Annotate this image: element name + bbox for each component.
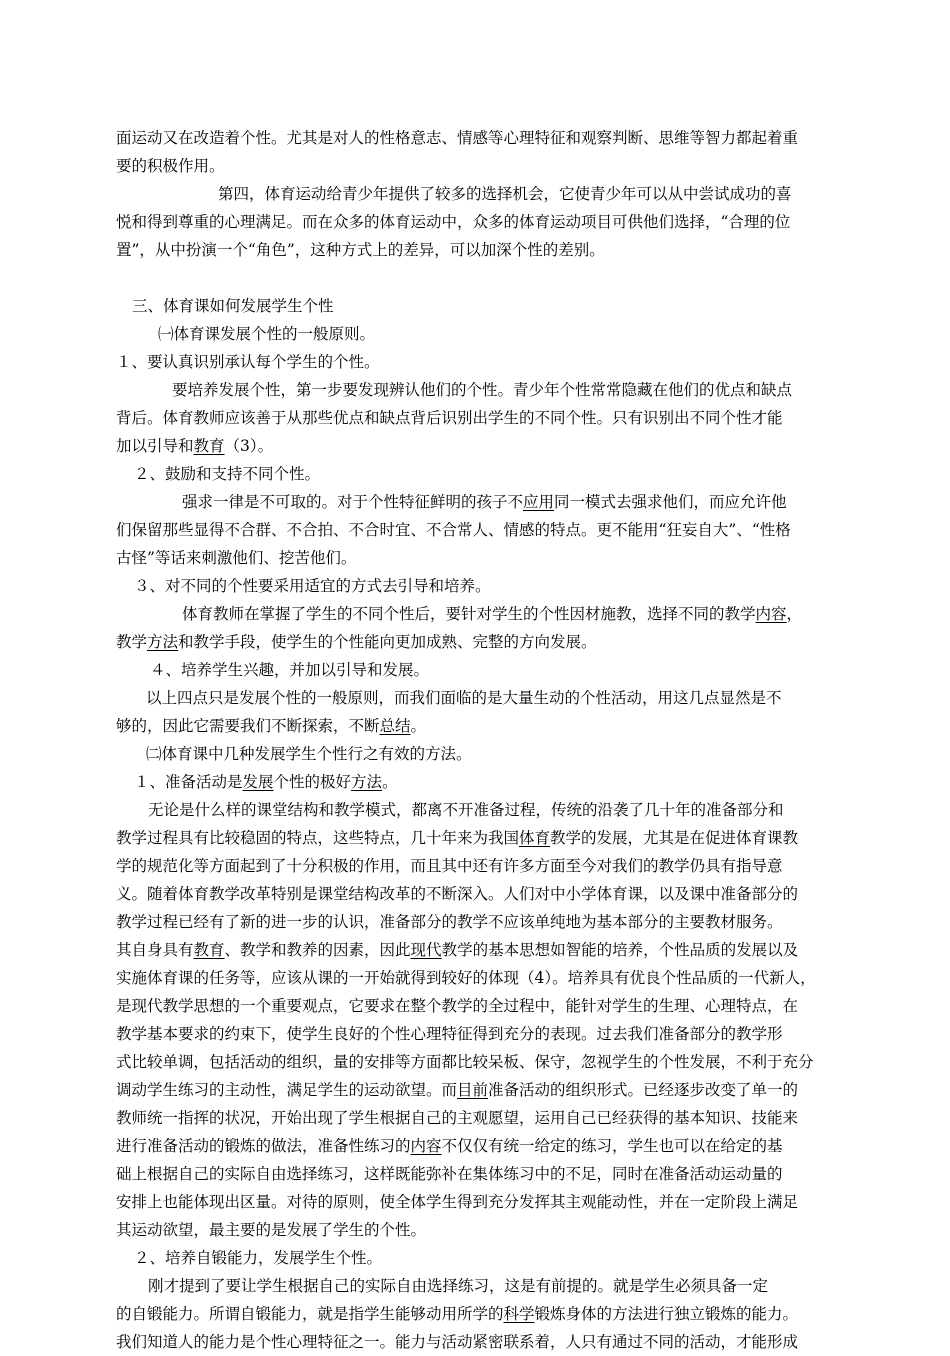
link[interactable]: 目前 — [457, 1081, 489, 1099]
text-line: 要培养发展个性，第一步要发现辨认他们的个性。青少年个性常常隐藏在他们的优点和缺点 — [172, 381, 793, 399]
link[interactable]: 内容 — [755, 605, 787, 623]
link[interactable]: 现代 — [410, 941, 442, 959]
text-line: 其运动欲望，最主要的是发展了学生的个性。 — [116, 1221, 427, 1239]
text-line: 要的积极作用。 — [116, 157, 225, 175]
link[interactable]: 教育 — [193, 941, 225, 959]
list-heading: １、要认真识别承认每个学生的个性。 — [116, 353, 380, 371]
text-line: 础上根据自己的实际自由选择练习，这样既能弥补在集体练习中的不足，同时在准备活动运动量的 — [116, 1165, 783, 1183]
text-line: 教学方法和教学手段，使学生的个性能向更加成熟、完整的方向发展。 — [116, 633, 597, 651]
text-line: 我们知道人的能力是个性心理特征之一。能力与活动紧密联系着，人只有通过不同的活动，才能形成 — [116, 1333, 799, 1351]
text-line: 刚才提到了要让学生根据自己的实际自由选择练习，这是有前提的。就是学生必须具备一定 — [148, 1277, 769, 1295]
list-heading: ４、培养学生兴趣，并加以引导和发展。 — [150, 661, 430, 679]
text-line: 其自身具有教育、教学和教养的因素，因此现代教学的基本思想如智能的培养，个性品质的发展以及 — [116, 941, 799, 959]
link[interactable]: 方法 — [351, 773, 383, 791]
link[interactable]: 教育 — [193, 437, 225, 455]
text-line: 教师统一指挥的状况，开始出现了学生根据自己的主观愿望，运用自己已经获得的基本知识、技能来 — [116, 1109, 799, 1127]
text-line: 安排上也能体现出区量。对待的原则，使全体学生得到充分发挥其主观能动性，并在一定阶段上满足 — [116, 1193, 799, 1211]
text-line: 教学过程已经有了新的进一步的认识，准备部分的教学不应该单纯地为基本部分的主要教材服务。 — [116, 913, 783, 931]
text-line: 式比较单调，包括活动的组织，量的安排等方面都比较呆板、保守，忽视学生的个性发展，不利于充分 — [116, 1053, 814, 1071]
text-line: 的自锻能力。所谓自锻能力，就是指学生能够动用所学的科学锻炼身体的方法进行独立锻炼的能力。 — [116, 1305, 799, 1323]
text-line: 第四，体育运动给青少年提供了较多的选择机会，它使青少年可以从中尝试成功的喜 — [218, 185, 792, 203]
link[interactable]: 科学 — [503, 1305, 535, 1323]
link[interactable]: 总结 — [379, 717, 411, 735]
text-line: 们保留那些显得不合群、不合拍、不合时宜、不合常人、情感的特点。更不能用“狂妄自大”、“性格 — [116, 521, 791, 539]
link[interactable]: 体育 — [519, 829, 551, 847]
text-line: 悦和得到尊重的心理满足。而在众多的体育运动中，众多的体育运动项目可供他们选择，“合理的位 — [116, 213, 791, 231]
text-line: 教学基本要求的约束下，使学生良好的个性心理特征得到充分的表现。过去我们准备部分的教学形 — [116, 1025, 783, 1043]
text-line: 强求一律是不可取的。对于个性特征鲜明的孩子不应用同一模式去强求他们，而应允许他 — [182, 493, 787, 511]
text-line: 以上四点只是发展个性的一般原则，而我们面临的是大量生动的个性活动，用这几点显然是不 — [146, 689, 782, 707]
text-line: 体育教师在掌握了学生的不同个性后，要针对学生的个性因材施教，选择不同的教学内容， — [182, 605, 803, 623]
list-heading: ２、培养自锻能力，发展学生个性。 — [134, 1249, 383, 1267]
text-line: 够的，因此它需要我们不断探索，不断总结。 — [116, 717, 427, 735]
text-line: 进行准备活动的锻炼的做法，准备性练习的内容不仅仅有统一给定的练习，学生也可以在给定的基 — [116, 1137, 783, 1155]
text-line: 教学过程具有比较稳固的特点，这些特点，几十年来为我国体育教学的发展，尤其是在促进体育课教 — [116, 829, 799, 847]
text-line: 学的规范化等方面起到了十分积极的作用，而且其中还有许多方面至今对我们的教学仍具有指导意 — [116, 857, 783, 875]
link[interactable]: 方法 — [147, 633, 179, 651]
text-line: 置”，从中扮演一个“角色”，这种方式上的差异，可以加深个性的差别。 — [116, 241, 605, 259]
text-line: 背后。体育教师应该善于从那些优点和缺点背后识别出学生的不同个性。只有识别出不同个性才能 — [116, 409, 783, 427]
link[interactable]: 应用 — [523, 493, 555, 511]
list-heading: ２、鼓励和支持不同个性。 — [134, 465, 321, 483]
list-heading: ３、对不同的个性要采用适宜的方式去引导和培养。 — [134, 577, 491, 595]
section-heading: 三、体育课如何发展学生个性 — [132, 297, 334, 315]
text-line: 无论是什么样的课堂结构和教学模式，都离不开准备过程，传统的沿袭了几十年的准备部分和 — [148, 801, 784, 819]
text-line: 加以引导和教育（3）。 — [116, 437, 274, 455]
text-line: 调动学生练习的主动性，满足学生的运动欲望。而目前准备活动的组织形式。已经逐步改变了单一的 — [116, 1081, 799, 1099]
subsection-heading: ㈡体育课中几种发展学生个性行之有效的方法。 — [146, 745, 472, 763]
text-line: 实施体育课的任务等，应该从课的一开始就得到较好的体现（4）。培养具有优良个性品质的一代新人， — [116, 969, 816, 987]
text-line: 古怪”等话来刺激他们、挖苦他们。 — [116, 549, 357, 567]
text-line: 面运动又在改造着个性。尤其是对人的性格意志、情感等心理特征和观察判断、思维等智力都起着重 — [116, 129, 799, 147]
text-line: 义。随着体育教学改革特别是课堂结构改革的不断深入。人们对中小学体育课，以及课中准备部分的 — [116, 885, 799, 903]
subsection-heading: ㈠体育课发展个性的一般原则。 — [158, 325, 376, 343]
link[interactable]: 内容 — [410, 1137, 442, 1155]
list-heading: １、准备活动是发展个性的极好方法。 — [134, 773, 398, 791]
link[interactable]: 发展 — [242, 773, 274, 791]
text-line: 是现代教学思想的一个重要观点，它要求在整个教学的全过程中，能针对学生的生理、心理特点，在 — [116, 997, 799, 1015]
